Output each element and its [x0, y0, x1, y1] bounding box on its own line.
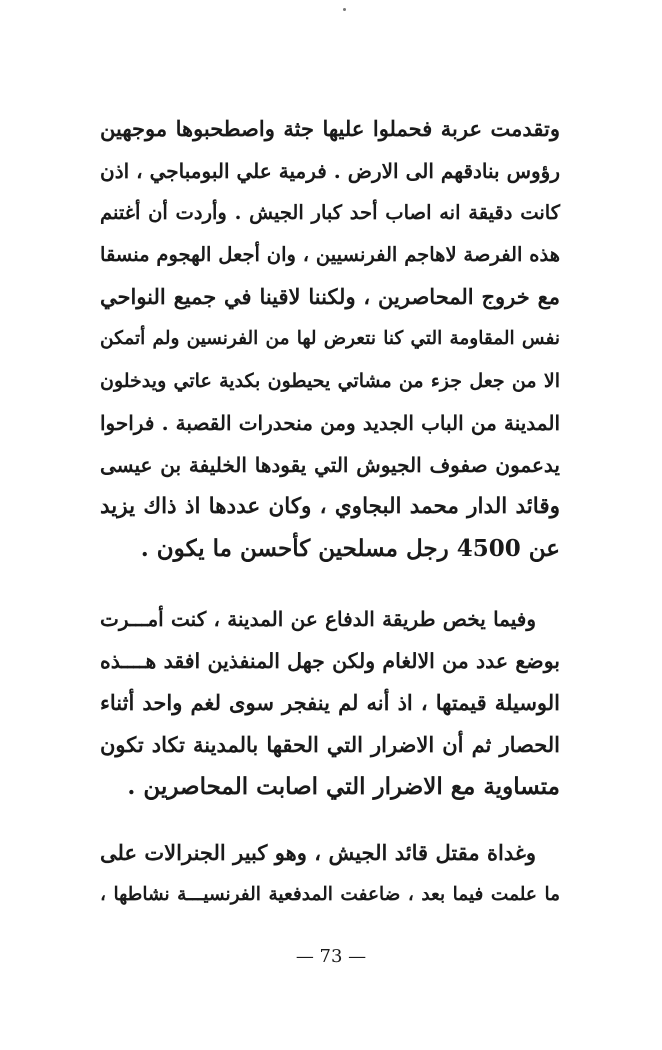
- text-line: وغداة مقتل قائد الجيش ، وهو كبير الجنرالات على: [100, 840, 536, 865]
- print-speck: [343, 8, 346, 11]
- text-line: مع خروج المحاصرين ، ولكننا لاقينا في جميع النواحي: [100, 284, 560, 309]
- text-line: الوسيلة قيمتها ، اذ أنه لم ينفجر سوى لغم واحد أثناء: [100, 690, 560, 715]
- page-number: — 73 —: [295, 946, 367, 967]
- text-line: وفيما يخص طريقة الدفاع عن المدينة ، كنت أمـــرت: [100, 607, 536, 631]
- text-line: وتقدمت عربة فحملوا عليها جثة واصطحبوها موجهين: [100, 116, 560, 141]
- text-line: متساوية مع الاضرار التي اصابت المحاصرين .: [127, 773, 560, 800]
- text-line: يدعمون صفوف الجيوش التي يقودها الخليفة بن عيسى: [100, 453, 560, 477]
- text-line: المدينة من الباب الجديد ومن منحدرات القصبة . فراحوا: [100, 411, 560, 435]
- text-line: الا من جعل جزء من مشاتي يحيطون بكدية عاتي ويدخلون: [100, 370, 560, 392]
- text-line: نفس المقاومة التي كنا نتعرض لها من الفرنسين ولم أتمكن: [100, 328, 560, 349]
- text-line: الحصار ثم أن الاضرار التي الحقها بالمدينة تكاد تكون: [100, 732, 560, 757]
- text-line: هذه الفرصة لاهاجم الفرنسيين ، وان أجعل الهجوم منسقا: [100, 243, 560, 266]
- text-line: وقائد الدار محمد البجاوي ، وكان عددها اذ ذاك يزيد: [100, 494, 560, 519]
- text-line: كانت دقيقة انه اصاب أحد كبار الجيش . وأردت أن أغتنم: [100, 201, 560, 224]
- text-line: رؤوس بنادقهم الى الارض . فرمية علي البومباجي ، اذن: [100, 159, 560, 183]
- paragraph-3: [100, 832, 560, 916]
- text-line: بوضع عدد من الالغام ولكن جهل المنفذين افقد هــــذه: [100, 649, 560, 673]
- paragraph-2: [100, 598, 560, 808]
- text-line: عن 4500 رجل مسلحين كأحسن ما يكون .: [140, 535, 560, 562]
- text-line: ما علمت فيما بعد ، ضاعفت المدفعية الفرنسيـــة نشاطها ،: [100, 884, 560, 905]
- paragraph-1: [100, 108, 560, 570]
